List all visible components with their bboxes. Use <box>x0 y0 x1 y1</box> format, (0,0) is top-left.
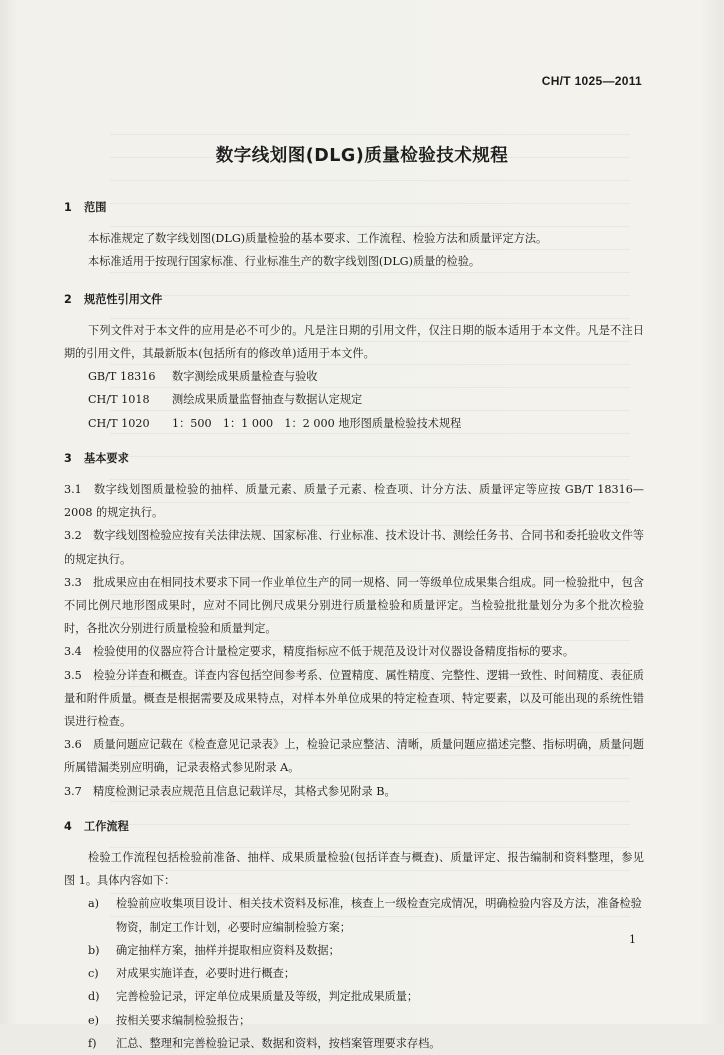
clause: 3.5 检验分详查和概查。详查内容包括空间参考系、位置精度、属性精度、完整性、逻辑一致性、时间精度、表征质量和附件质量。概查是根据需要及成果特点，对样本外单位成果的特定检查项、特定要素，以及可能出现的系统性错误进行检查。 <box>64 668 644 729</box>
section-title: 工作流程 <box>84 819 129 833</box>
paragraph: 检验工作流程包括检验前准备、抽样、成果质量检验(包括详查与概查)、质量评定、报告编制和资料整理，参见图 1。具体内容如下： <box>64 851 644 888</box>
section-number: 1 <box>64 201 72 214</box>
document-title: 数字线划图(DLG)质量检验技术规程 <box>215 146 509 166</box>
reference-title: 数字测绘成果质量检查与验收 <box>172 370 318 384</box>
section-number: 2 <box>64 292 72 306</box>
list-item-text: 完善检验记录，评定单位成果质量及等级，判定批成果质量； <box>116 990 419 1004</box>
document-body <box>64 196 644 1055</box>
clause: 3.2 数字线划图检验应按有关法律法规、国家标准、行业标准、技术设计书、测绘任务书、合同书和委托验收文件等的规定执行。 <box>64 529 644 566</box>
list-item <box>64 985 644 1008</box>
section-number: 3 <box>64 451 72 465</box>
paragraph: 下列文件对于本文件的应用是必不可少的。凡是注日期的引用文件，仅注日期的版本适用于本文件。凡是不注日期的引用文件，其最新版本(包括所有的修改单)适用于本文件。 <box>64 323 644 361</box>
list-item <box>64 939 644 962</box>
reference-item <box>64 412 644 435</box>
list-item <box>64 1032 644 1055</box>
list-item-text: 检验前应收集项目设计、相关技术资料及标准，核查上一级检查完成情况，明确检验内容及方法，准备检验物资，制定工作计划，必要时应编制检验方案； <box>116 897 642 934</box>
section-heading-normative-references <box>64 288 644 311</box>
section-number: 4 <box>64 819 72 833</box>
list-marker: d) <box>88 990 100 1004</box>
section-heading-workflow <box>64 815 644 838</box>
list-item-text: 对成果实施详查，必要时进行概查； <box>116 967 296 981</box>
section-title: 范围 <box>84 201 107 214</box>
reference-code: CH/T 1020 <box>88 416 150 430</box>
section-title: 规范性引用文件 <box>84 292 163 306</box>
section-heading-basic-requirements <box>64 447 644 470</box>
reference-code: CH/T 1018 <box>88 393 150 407</box>
list-marker: a) <box>88 897 100 911</box>
clause: 3.1 数字线划图质量检验的抽样、质量元素、质量子元素、检查项、计分方法、质量评定等应按 GB/T 18316—2008 的规定执行。 <box>64 483 644 520</box>
list-item-text: 汇总、整理和完善检验记录、数据和资料，按档案管理要求存档。 <box>116 1036 441 1050</box>
list-item <box>64 962 644 985</box>
paragraph: 本标准规定了数字线划图(DLG)质量检验的基本要求、工作流程、检验方法和质量评定方法。 <box>88 232 548 246</box>
reference-title: 1：500 1：1 000 1：2 000 地形图质量检验技术规程 <box>172 416 462 430</box>
list-marker: b) <box>88 943 100 957</box>
section-heading-scope <box>64 196 644 219</box>
standard-code: CH/T 1025—2011 <box>541 74 642 88</box>
list-item-text: 按相关要求编制检验报告； <box>116 1013 251 1027</box>
list-marker: e) <box>88 1013 99 1027</box>
list-marker: c) <box>88 967 99 981</box>
clause: 3.4 检验使用的仪器应符合计量检定要求，精度指标应不低于规范及设计对仪器设备精度指标的要求。 <box>64 645 575 659</box>
reference-title: 测绘成果质量监督抽查与数据认定规定 <box>172 393 363 407</box>
clause: 3.6 质量问题应记载在《检查意见记录表》上，检验记录应整洁、清晰，质量问题应描述完整、指标明确，质量问题所属错漏类别应明确，记录表格式参见附录 A。 <box>64 738 644 775</box>
reference-item <box>64 388 644 411</box>
section-title: 基本要求 <box>84 451 129 465</box>
reference-code: GB/T 18316 <box>88 370 156 384</box>
reference-item <box>64 365 644 388</box>
list-item-text: 确定抽样方案，抽样并提取相应资料及数据； <box>116 943 340 957</box>
clause: 3.3 批成果应由在相同技术要求下同一作业单位生产的同一规格、同一等级单位成果集合组成。同一检验批中，包含不同比例尺地形图成果时，应对不同比例尺成果分别进行质量检验和质量评定。当检验批批量划分为多个批次检验时，各批次分别进行质量检验和质量判定。 <box>64 575 644 636</box>
list-item <box>64 1009 644 1032</box>
list-item <box>64 892 644 938</box>
list-marker: f) <box>88 1036 97 1050</box>
clause: 3.7 精度检测记录表应规范且信息记载详尽，其格式参见附录 B。 <box>64 784 396 798</box>
page-number: 1 <box>629 933 636 946</box>
paragraph: 本标准适用于按现行国家标准、行业标准生产的数字线划图(DLG)质量的检验。 <box>88 255 481 269</box>
